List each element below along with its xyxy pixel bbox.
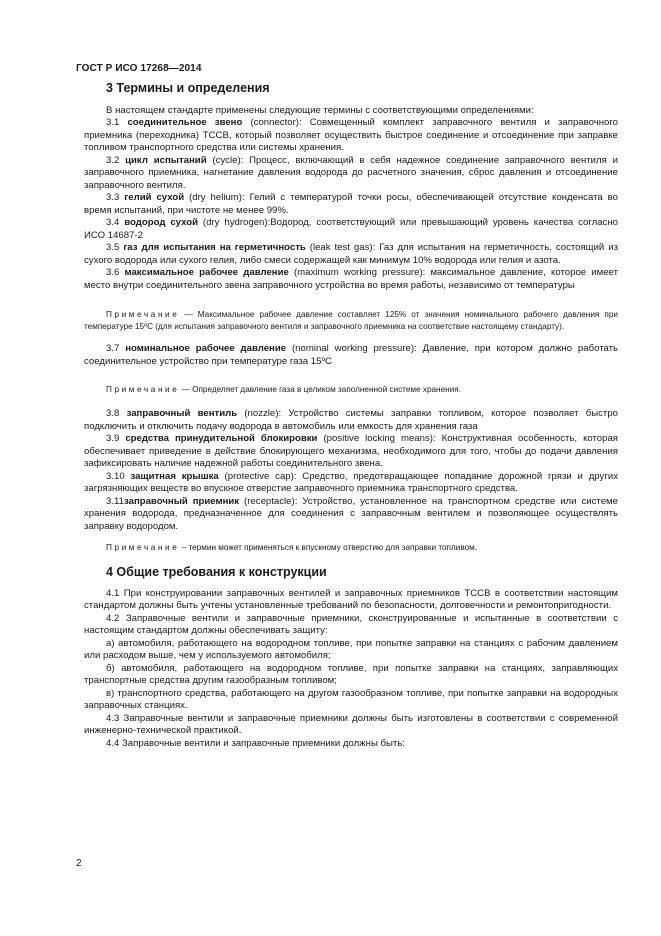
term-3-8-name: заправочный вентиль xyxy=(126,408,238,419)
term-3-7-name: номинальное рабочее давление xyxy=(125,343,287,354)
clause-4-2-a: а) автомобиля, работающего на водородном топливе, при попытке заправки на станциях с рабочим давлением или расходом выше, чем у используемого автомобиля; xyxy=(84,637,618,661)
page-number: 2 xyxy=(76,858,82,869)
term-3-3: 3.3 гелий сухой (dry helium): Гелий с температурой точки росы, обеспечивающей отсутствие конденсата во время испытаний, при чистоте не менее 99%. xyxy=(84,192,618,216)
section-3-intro: В настоящем стандарте применены следующие термины с соответствующими определениями: xyxy=(106,104,534,116)
clause-4-3: 4.3 Заправочные вентили и заправочные приемники должны быть изготовлены в соответствии с современной инженерно-технической практикой. xyxy=(84,712,618,736)
term-3-2-name: цикл испытаний xyxy=(125,154,207,166)
note-3: Примечание – термин может применяться к впускному отверстию для заправки топливом. xyxy=(106,543,478,552)
term-3-9-name: средства принудительной блокировки xyxy=(125,433,318,444)
section-3-heading: 3 Термины и определения xyxy=(106,81,270,95)
term-3-5-name: газ для испытания на герметичность xyxy=(123,242,306,253)
term-3-9: 3.9 средства принудительной блокировки (positive locking means): Конструктивная особенность, которая обеспечивает приведение в действие блокирующего механизма, необходимого для того, чтобы до подачи давления зафиксировать наличие надежной работы соединительного звена. xyxy=(84,433,618,469)
note-1: Примечание — Максимальное рабочее давление составляет 125% от значения номинального рабочего давления при температуре 15ºС (для испытания заправочного вентиля и заправочного приемника на соответствие настоящему стандарту). xyxy=(84,310,618,331)
section-4-heading: 4 Общие требования к конструкции xyxy=(106,565,327,579)
clause-4-2-b: б) автомобиля, работающего на водородном топливе, при попытке заправки на станциях, заправляющих транспортные средства другим газообразным топливом; xyxy=(84,662,618,686)
term-3-10-name: защитная крышка xyxy=(130,470,219,482)
term-3-10: 3.10 защитная крышка (protective cap): Средство, предотвращающее попадание дорожной грязи и других загрязняющих веществ во впускное отверстие заправочного приемника транспортного средства. xyxy=(84,470,618,494)
term-3-1: 3.1 соединительное звено (connector): Совмещенный комплект заправочного вентиля и заправочного приемника (переходника) ТССВ, который позволяет осуществить быстрое соединение и отсоединение при заправке топливом транспортного средства или системы хранения. xyxy=(84,117,618,153)
term-3-3-name: гелий сухой xyxy=(124,192,185,203)
term-3-5: 3.5 газ для испытания на герметичность (leak test gas): Газ для испытания на герметичность, состоящий из сухого водорода или сухого гелия, либо смеси содержащей как минимум 10% водорода или гелия и азота. xyxy=(84,242,619,266)
document-body xyxy=(84,80,618,750)
term-3-11: 3.11заправочный приемник (receptacle): Устройство, установленное на транспортном средстве или системе хранения водорода, предназначенное для соединения с заправочным вентилем и позволяющее осуществлять заправку водородом. xyxy=(84,495,618,532)
document-header: ГОСТ Р ИСО 17268—2014 xyxy=(76,63,202,74)
clause-4-2: 4.2 Заправочные вентили и заправочные приемники, сконструированные и испытанные в соответствии с настоящим стандартом должны обеспечивать защиту: xyxy=(84,612,618,636)
term-3-11-name: заправочный приемник xyxy=(123,495,240,507)
term-3-4-name: водород сухой xyxy=(124,217,198,228)
term-3-7: 3.7 номинальное рабочее давление (nominal working pressure): Давление, при котором должно работать соединительное устройство при температуре газа 15ºС xyxy=(84,343,618,367)
clause-4-4: 4.4 Заправочные вентили и заправочные приемники должны быть: xyxy=(106,737,405,749)
term-3-1-name: соединительное звено xyxy=(127,117,243,128)
term-3-6: 3.6 максимальное рабочее давление (maximum working pressure): максимальное давление, которое имеет место внутри соединительного звена заправочного устройства во время работы, независимо от температуры xyxy=(84,267,618,291)
clause-4-2-c: в) транспортного средства, работающего на другом газообразном топливе, при попытке заправки на водородных заправочных станциях. xyxy=(84,687,618,711)
term-3-4: 3.4 водород сухой (dry hydrogen):Водород, соответствующий или превышающий уровень качества согласно ИСО 14687-2 xyxy=(84,217,618,241)
note-2: Примечание — Определяет давление газа в целиком заполненной системе хранения. xyxy=(106,385,461,394)
term-3-2: 3.2 цикл испытаний (cycle): Процесс, включающий в себя надежное соединение заправочного вентиля и заправочного приемника, нагнетание давления водорода до расчетного значения, сброс давления и отсоединение заправочного вентиля. xyxy=(84,154,618,191)
term-3-8: 3.8 заправочный вентиль (nozzle): Устройство системы заправки топливом, которое позволяет быстро подключить и отключить подачу водорода в автомобиль или емкость для хранения газа xyxy=(84,408,618,432)
clause-4-1: 4.1 При конструировании заправочных вентилей и заправочных приемников ТССВ в соответствии настоящим стандартом должны быть учтены установленные требований по безопасности, долговечности и ремонтопригодности. xyxy=(84,587,618,611)
term-3-6-name: максимальное рабочее давление xyxy=(124,267,289,278)
